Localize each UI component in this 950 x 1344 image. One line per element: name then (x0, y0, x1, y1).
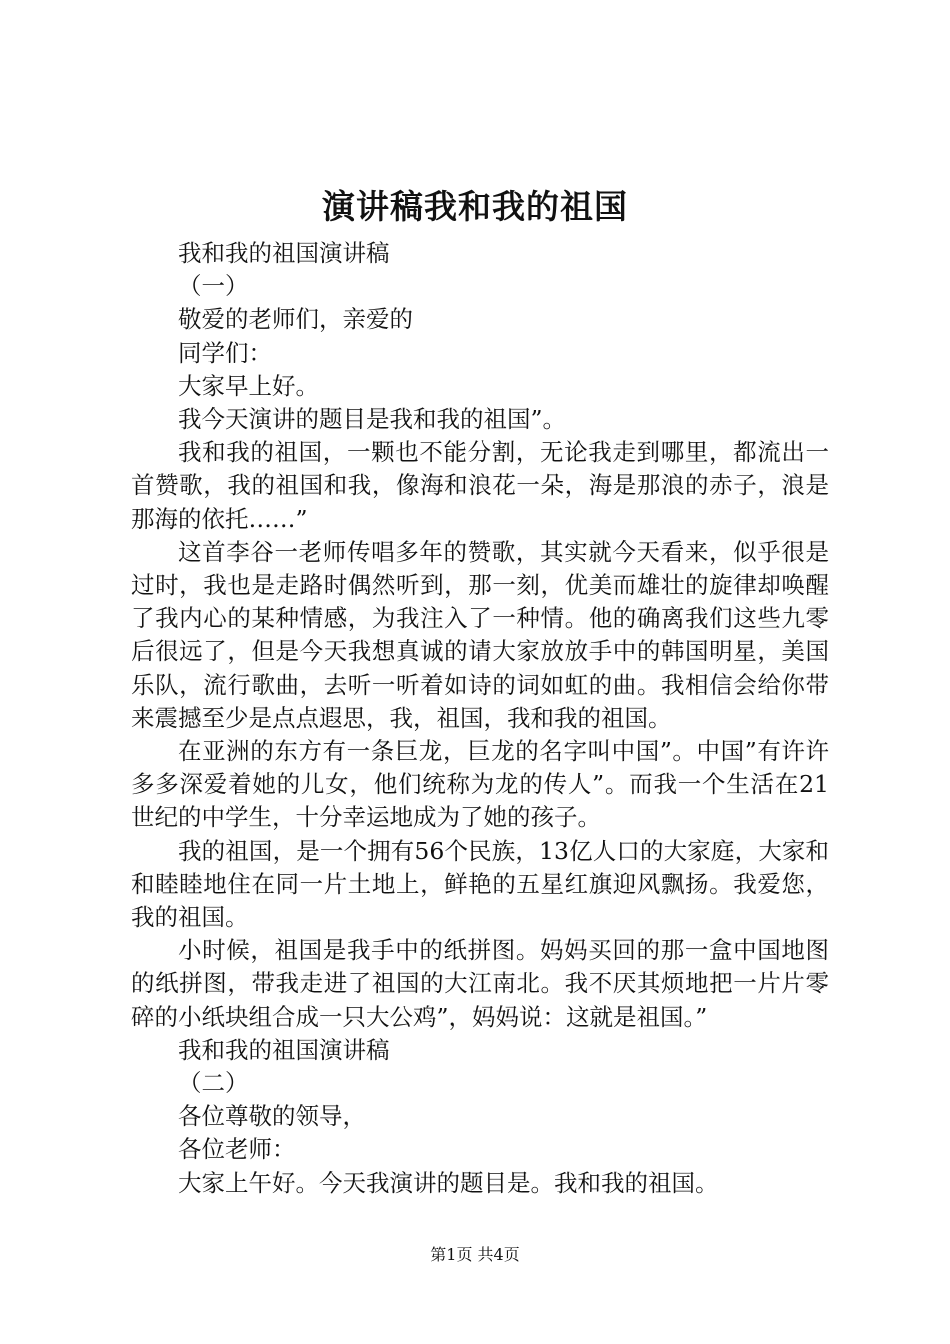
page-footer (0, 1243, 950, 1267)
paragraph: 我和我的祖国，一颗也不能分割，无论我走到哪里，都流出一首赞歌，我的祖国和我，像海和浪花一朵，海是那浪的赤子，浪是那海的依托……” (131, 438, 829, 533)
paragraph: 敬爱的老师们，亲爱的 (178, 305, 413, 334)
paragraph: 小时候，祖国是我手中的纸拼图。妈妈买回的那一盒中国地图的纸拼图，带我走进了祖国的大江南北。我不厌其烦地把一片片零碎的小纸块组合成一只大公鸡”，妈妈说：这就是祖国。” (131, 936, 829, 1031)
paragraph: 我今天演讲的题目是我和我的祖国”。 (178, 405, 567, 434)
section-heading: 我和我的祖国演讲稿 (178, 239, 390, 267)
paragraph: 各位尊敬的领导， (178, 1102, 366, 1131)
page-indicator: 第1页 共4页 (430, 1245, 520, 1264)
paragraph: 同学们： (178, 338, 272, 367)
document-body (131, 237, 829, 1200)
paragraph: 在亚洲的东方有一条巨龙，巨龙的名字叫中国”。中国”有许许多多深爱着她的儿女，他们统称为龙的传人”。而我一个生活在21世纪的中学生，十分幸运地成为了她的孩子。 (131, 737, 829, 832)
paragraph: 大家上午好。今天我演讲的题目是。我和我的祖国。 (178, 1168, 719, 1197)
paragraph: 大家早上好。 (178, 371, 319, 400)
document-title: 演讲稿我和我的祖国 (322, 187, 628, 226)
paragraph: 这首李谷一老师传唱多年的赞歌，其实就今天看来，似乎很是过时，我也是走路时偶然听到，那一刻，优美而雄壮的旋律却唤醒了我内心的某种情感，为我注入了一种情。他的确离我们这些九零后很远了，但是今天我想真诚的请大家放放手中的韩国明星，美国乐队，流行歌曲，去听一听着如诗的词如虹的曲。我相信会给你带来震撼至少是点点遐思，我，祖国，我和我的祖国。 (131, 537, 829, 732)
paragraph: 我的祖国，是一个拥有56个民族，13亿人口的大家庭，大家和和睦睦地住在同一片土地上，鲜艳的五星红旗迎风飘扬。我爱您，我的祖国。 (131, 836, 829, 932)
paragraph: 各位老师： (178, 1135, 296, 1164)
section-number: （一） (178, 272, 249, 301)
section-number: （二） (178, 1069, 249, 1098)
section-heading: 我和我的祖国演讲稿 (178, 1035, 390, 1064)
